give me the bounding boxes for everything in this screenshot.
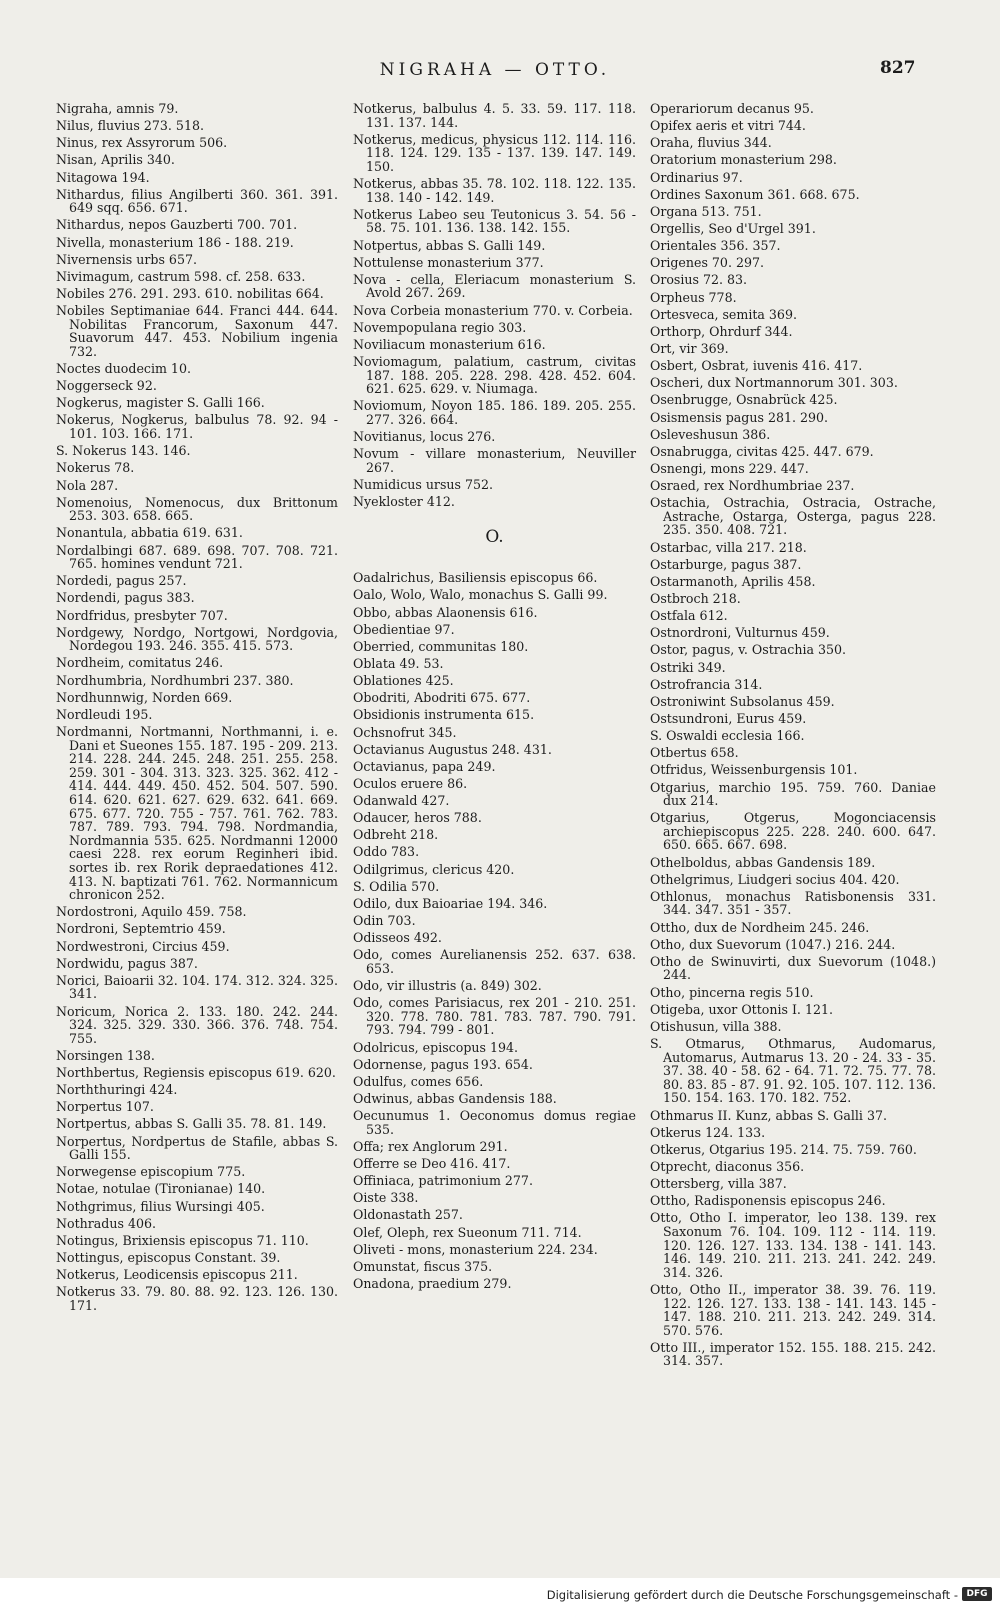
index-entry: Osbert, Osbrat, iuvenis 416. 417.	[650, 358, 863, 374]
index-entry: Nogkerus, magister S. Galli 166.	[56, 395, 265, 411]
index-entry: Ostriki 349.	[650, 659, 726, 675]
index-entry: Nova - cella, Eleriacum monasterium S. Avold 267. 269.	[353, 271, 636, 301]
index-entry: Ostfala 612.	[650, 608, 728, 624]
index-entry: Orientales 356. 357.	[650, 238, 781, 254]
index-entry: Novempopulana regio 303.	[353, 319, 527, 335]
index-entry: Othelgrimus, Liudgeri socius 404. 420.	[650, 871, 900, 887]
index-entry: Norsingen 138.	[56, 1047, 155, 1063]
section-letter: O.	[485, 526, 504, 547]
index-entry: Otgarius, marchio 195. 759. 760. Daniae dux 214.	[650, 779, 936, 809]
index-entry: Otkerus, Otgarius 195. 214. 75. 759. 760.	[650, 1141, 917, 1157]
index-entry: Oalo, Wolo, Walo, monachus S. Galli 99.	[353, 587, 608, 603]
index-entry: Otto, Otho I. imperator, leo 138. 139. rex Saxonum 76. 104. 109. 112 - 114. 119. 120. 126. 127. 133. 134. 138 - 141. 143. 146. 149. 210. 211. 213. 241. 242. 249. 314. 326.	[650, 1210, 936, 1280]
index-entry: Noviliacum monasterium 616.	[353, 336, 546, 352]
index-entry: Nordendi, pagus 383.	[56, 590, 195, 606]
index-entry: Ostarmanoth, Aprilis 458.	[650, 573, 816, 589]
index-entry: Nothradus 406.	[56, 1215, 156, 1231]
index-entry: Ostarburge, pagus 387.	[650, 556, 802, 572]
index-entry: Odin 703.	[353, 913, 416, 929]
index-entry: Notkerus, balbulus 4. 5. 33. 59. 117. 118. 131. 137. 144.	[353, 101, 636, 130]
index-entry: Norththuringi 424.	[56, 1082, 178, 1098]
index-entry: Odilgrimus, clericus 420.	[353, 861, 515, 877]
index-entry: Ortesveca, semita 369.	[650, 306, 797, 322]
index-entry: Odornense, pagus 193. 654.	[353, 1056, 533, 1072]
index-entry: Noricum, Norica 2. 133. 180. 242. 244. 324. 325. 329. 330. 366. 376. 748. 754. 755.	[56, 1003, 338, 1046]
index-entry: Odbreht 218.	[353, 827, 439, 843]
index-entry: Noviomum, Noyon 185. 186. 189. 205. 255. 277. 326. 664.	[353, 398, 636, 427]
index-entry: Nilus, fluvius 273. 518.	[56, 118, 204, 134]
index-entry: Otho de Swinuvirti, dux Suevorum (1048.) 244.	[650, 953, 936, 983]
index-entry: Othlonus, monachus Ratisbonensis 331. 344. 347. 351 - 357.	[650, 888, 936, 918]
index-entry: Nordleudi 195.	[56, 706, 153, 722]
index-entry: Otkerus 124. 133.	[650, 1124, 766, 1140]
index-entry: Ort, vir 369.	[650, 340, 729, 356]
index-entry: Norpertus, Nordpertus de Stafile, abbas S. Galli 155.	[56, 1133, 338, 1163]
index-entry: Ordines Saxonum 361. 668. 675.	[650, 186, 860, 202]
index-column-1	[56, 102, 338, 1316]
index-entry: Oddo 783.	[353, 844, 420, 860]
index-entry: Osnengi, mons 229. 447.	[650, 460, 809, 476]
index-entry: Nordmanni, Nortmanni, Northmanni, i. e. Dani et Sueones 155. 187. 195 - 209. 213. 214. 228. 244. 245. 248. 251. 255. 258. 259. 301 - 304. 313. 323. 325. 362. 412 - 414. 444. 449. 450. 452. 504. 507. 590. 614. 620. 621. 627. 629. 632. 641. 669. 675. 677. 720. 755 - 757. 761. 762. 783. 787. 789. 793. 794. 798. Nordmandia, Nordmannia 535. 625. Nordmanni 12000 caesi 228. rex eorum Reginheri ibid. sortes ib. rex Rorik depraedationes 412. 413. N. baptizati 761. 762. Normannicum chronicon 252.	[56, 723, 338, 903]
index-entry: Othelboldus, abbas Gandensis 189.	[650, 854, 876, 870]
index-entry: Octavianus Augustus 248. 431.	[353, 741, 552, 757]
index-entry: Odo, comes Aurelianensis 252. 637. 638. 653.	[353, 947, 636, 976]
index-entry: Nordedi, pagus 257.	[56, 573, 187, 589]
index-entry: Otigeba, uxor Ottonis I. 121.	[650, 1001, 833, 1017]
index-entry: Nivimagum, castrum 598. cf. 258. 633.	[56, 268, 306, 284]
index-entry: S. Odilia 570.	[353, 878, 440, 894]
index-entry: Otho, pincerna regis 510.	[650, 984, 814, 1000]
index-entry: Nordgewy, Nordgo, Nortgowi, Nordgovia, Nordegou 193. 246. 355. 415. 573.	[56, 624, 338, 654]
index-entry: Orgellis, Seo d'Urgel 391.	[650, 220, 816, 236]
index-entry: Origenes 70. 297.	[650, 255, 764, 271]
index-entry: Odolricus, episcopus 194.	[353, 1039, 518, 1055]
index-entry: Odo, comes Parisiacus, rex 201 - 210. 251. 320. 778. 780. 781. 783. 787. 790. 791. 793. 794. 799 - 801.	[353, 995, 636, 1038]
index-entry: Obodriti, Abodriti 675. 677.	[353, 690, 531, 706]
index-entry: Osenbrugge, Osnabrück 425.	[650, 392, 838, 408]
index-entry: Norici, Baioarii 32. 104. 174. 312. 324. 325. 341.	[56, 972, 338, 1002]
index-entry: Ostor, pagus, v. Ostrachia 350.	[650, 642, 847, 658]
dfg-logo: DFG	[962, 1587, 992, 1601]
index-entry: Nobiles Septimaniae 644. Franci 444. 644. Nobilitas Francorum, Saxonum 447. Suavorum 447. 453. Nobilium ingenia 732.	[56, 303, 338, 359]
index-entry: S. Oswaldi ecclesia 166.	[650, 728, 805, 744]
index-entry: Octavianus, papa 249.	[353, 758, 496, 774]
index-entry: Osnabrugga, civitas 425. 447. 679.	[650, 443, 874, 459]
index-entry: Notingus, Brixiensis episcopus 71. 110.	[56, 1232, 309, 1248]
index-entry: Olef, Oleph, rex Sueonum 711. 714.	[353, 1224, 582, 1240]
index-entry: Nomenoius, Nomenocus, dux Brittonum 253. 303. 658. 665.	[56, 494, 338, 524]
index-entry: Nithardus, nepos Gauzberti 700. 701.	[56, 217, 298, 233]
index-entry: Otbertus 658.	[650, 745, 739, 761]
index-entry: Odo, vir illustris (a. 849) 302.	[353, 978, 542, 994]
index-entry: Orthorp, Ohrdurf 344.	[650, 323, 793, 339]
index-column-2	[353, 102, 636, 1294]
index-entry: Oberried, communitas 180.	[353, 638, 529, 654]
index-entry: Odaucer, heros 788.	[353, 810, 482, 826]
index-entry: Oldonastath 257.	[353, 1207, 463, 1223]
index-entry: Odwinus, abbas Gandensis 188.	[353, 1090, 557, 1106]
index-entry: Nithardus, filius Angilberti 360. 361. 391. 649 sqq. 656. 671.	[56, 186, 338, 216]
index-entry: Ostnordroni, Vulturnus 459.	[650, 625, 830, 641]
index-entry: Novitianus, locus 276.	[353, 429, 496, 445]
index-entry: Orosius 72. 83.	[650, 272, 748, 288]
index-entry: Oiste 338.	[353, 1190, 419, 1206]
index-entry: Ostroniwint Subsolanus 459.	[650, 693, 835, 709]
index-entry: S. Otmarus, Othmarus, Audomarus, Automarus, Autmarus 13. 20 - 24. 33 - 35. 37. 38. 40 - 58. 62 - 64. 71. 72. 75. 77. 78. 80. 83. 85 - 87. 91. 92. 105. 107. 112. 136. 150. 154. 163. 170. 182. 752.	[650, 1036, 936, 1106]
index-entry: Osleveshusun 386.	[650, 426, 771, 442]
index-entry: Nobiles 276. 291. 293. 610. nobilitas 664.	[56, 286, 324, 301]
index-entry: Nottingus, episcopus Constant. 39.	[56, 1250, 281, 1265]
index-entry: Obbo, abbas Alaonensis 616.	[353, 604, 538, 620]
index-entry: Odisseos 492.	[353, 930, 442, 946]
index-entry: S. Nokerus 143. 146.	[56, 443, 191, 459]
index-entry: Oratorium monasterium 298.	[650, 152, 837, 168]
index-entry: Nortpertus, abbas S. Galli 35. 78. 81. 149.	[56, 1116, 327, 1132]
index-entry: Nola 287.	[56, 477, 119, 493]
index-entry: Notkerus 33. 79. 80. 88. 92. 123. 126. 130. 171.	[56, 1284, 338, 1313]
index-entry: Oliveti - mons, monasterium 224. 234.	[353, 1241, 598, 1257]
index-entry: Ostsundroni, Eurus 459.	[650, 710, 807, 726]
index-entry: Nordhunnwig, Norden 669.	[56, 689, 233, 705]
index-entry: Offerre se Deo 416. 417.	[353, 1155, 511, 1171]
page-title: NIGRAHA — OTTO.	[379, 60, 611, 80]
index-entry: Notae, notulae (Tironianae) 140.	[56, 1181, 266, 1197]
index-entry: Oraha, fluvius 344.	[650, 135, 772, 151]
index-entry: Ordinarius 97.	[650, 169, 743, 185]
index-entry: Notkerus, abbas 35. 78. 102. 118. 122. 135. 138. 140 - 142. 149.	[353, 176, 636, 205]
index-entry: Ninus, rex Assyrorum 506.	[56, 135, 228, 151]
index-entry: Nigraha, amnis 79.	[56, 101, 179, 116]
index-entry: Organa 513. 751.	[650, 203, 762, 219]
index-entry: Nordalbingi 687. 689. 698. 707. 708. 721. 765. homines vendunt 721.	[56, 542, 338, 572]
index-column-3	[650, 102, 936, 1372]
index-entry: Nottulense monasterium 377.	[353, 254, 544, 270]
index-entry: Norwegense episcopium 775.	[56, 1164, 246, 1180]
index-entry: Norpertus 107.	[56, 1099, 154, 1115]
index-entry: Nitagowa 194.	[56, 169, 150, 185]
index-entry: Oadalrichus, Basiliensis episcopus 66.	[353, 570, 598, 586]
index-entry: Oblationes 425.	[353, 673, 454, 689]
index-entry: Nordostroni, Aquilo 459. 758.	[56, 904, 247, 920]
index-entry: Opifex aeris et vitri 744.	[650, 118, 806, 134]
index-entry: Ostbroch 218.	[650, 590, 741, 606]
index-entry: Nova Corbeia monasterium 770. v. Corbeia.	[353, 302, 633, 318]
index-entry: Notkerus, Leodicensis episcopus 211.	[56, 1267, 298, 1283]
index-entry: Offiniaca, patrimonium 277.	[353, 1173, 533, 1189]
index-entry: Oculos eruere 86.	[353, 775, 468, 791]
index-entry: Oblata 49. 53.	[353, 655, 444, 671]
index-entry: Noviomagum, palatium, castrum, civitas 187. 188. 205. 228. 298. 428. 452. 604. 621. 625. 629. v. Niumaga.	[353, 353, 636, 397]
index-entry: Numidicus ursus 752.	[353, 476, 494, 492]
index-entry: Nothgrimus, filius Wursingi 405.	[56, 1198, 265, 1214]
index-entry: Otgarius, Otgerus, Mogonciacensis archiepiscopus 225. 228. 240. 600. 647. 650. 665. 667. 698.	[650, 810, 936, 853]
index-entry: Ottho, Radisponensis episcopus 246.	[650, 1193, 886, 1209]
index-entry: Odanwald 427.	[353, 793, 450, 809]
index-entry: Otfridus, Weissenburgensis 101.	[650, 762, 858, 778]
page-number: 827	[880, 58, 916, 78]
index-entry: Notkerus Labeo seu Teutonicus 3. 54. 56 - 58. 75. 101. 136. 138. 142. 155.	[353, 206, 636, 236]
index-entry: Noctes duodecim 10.	[56, 361, 191, 377]
funding-note: Digitalisierung gefördert durch die Deutsche Forschungsgemeinschaft -	[546, 1588, 958, 1602]
index-entry: Noggerseck 92.	[56, 378, 157, 394]
index-entry: Nonantula, abbatia 619. 631.	[56, 525, 243, 541]
index-entry: Oscheri, dux Nortmannorum 301. 303.	[650, 375, 898, 391]
index-entry: Osismensis pagus 281. 290.	[650, 409, 829, 425]
index-entry: Nordheim, comitatus 246.	[56, 655, 224, 671]
index-entry: Onadona, praedium 279.	[353, 1275, 512, 1291]
running-head	[0, 60, 1000, 86]
index-entry: Nordwidu, pagus 387.	[56, 955, 198, 971]
index-entry: Odulfus, comes 656.	[353, 1073, 484, 1089]
index-entry: Nordroni, Septemtrio 459.	[56, 921, 226, 937]
index-entry: Othmarus II. Kunz, abbas S. Galli 37.	[650, 1107, 887, 1123]
index-entry: Otto III., imperator 152. 155. 188. 215. 242. 314. 357.	[650, 1339, 936, 1369]
index-entry: Nisan, Aprilis 340.	[56, 152, 175, 168]
index-entry: Ostrofrancia 314.	[650, 676, 763, 692]
n-entries	[353, 102, 636, 509]
index-entry: Omunstat, fiscus 375.	[353, 1258, 493, 1274]
index-entry: Obsidionis instrumenta 615.	[353, 707, 535, 723]
index-entry: Obedientiae 97.	[353, 621, 455, 637]
index-entry: Offa; rex Anglorum 291.	[353, 1138, 508, 1154]
index-entry: Osraed, rex Nordhumbriae 237.	[650, 478, 855, 494]
index-entry: Notpertus, abbas S. Galli 149.	[353, 237, 546, 253]
index-entry: Nokerus 78.	[56, 460, 135, 476]
o-entries	[353, 571, 636, 1290]
index-entry: Otto, Otho II., imperator 38. 39. 76. 119. 122. 126. 127. 133. 138 - 141. 143. 145 - 147. 188. 210. 211. 213. 242. 249. 314. 570. 576.	[650, 1281, 936, 1338]
index-entry: Nokerus, Nogkerus, balbulus 78. 92. 94 - 101. 103. 166. 171.	[56, 412, 338, 442]
index-entry: Ostachia, Ostrachia, Ostracia, Ostrache, Astrache, Ostarga, Osterga, pagus 228. 235. 350. 408. 721.	[650, 495, 936, 538]
index-entry: Nivella, monasterium 186 - 188. 219.	[56, 234, 294, 250]
index-entry: Otho, dux Suevorum (1047.) 216. 244.	[650, 936, 896, 952]
index-entry: Odilo, dux Baioariae 194. 346.	[353, 895, 548, 911]
index-entry: Otprecht, diaconus 356.	[650, 1158, 805, 1174]
index-entry: Ostarbac, villa 217. 218.	[650, 539, 807, 555]
index-entry: Nordhumbria, Nordhumbri 237. 380.	[56, 672, 294, 688]
index-entry: Nordwestroni, Circius 459.	[56, 938, 230, 954]
index-entry: Otishusun, villa 388.	[650, 1018, 782, 1034]
index-entry: Nyekloster 412.	[353, 494, 455, 510]
index-entry: Ottersberg, villa 387.	[650, 1176, 787, 1192]
index-entry: Operariorum decanus 95.	[650, 101, 814, 116]
index-entry: Nordfridus, presbyter 707.	[56, 607, 228, 623]
index-entry: Ochsnofrut 345.	[353, 724, 457, 740]
index-entry: Ottho, dux de Nordheim 245. 246.	[650, 919, 870, 935]
footer-bar	[0, 1578, 1000, 1610]
index-entry: Nivernensis urbs 657.	[56, 251, 197, 267]
index-entry: Novum - villare monasterium, Neuviller 267.	[353, 446, 636, 475]
index-entry: Oecunumus 1. Oeconomus domus regiae 535.	[353, 1108, 636, 1137]
index-entry: Notkerus, medicus, physicus 112. 114. 116. 118. 124. 129. 135 - 137. 139. 147. 149. 150.	[353, 131, 636, 174]
index-entry: Orpheus 778.	[650, 289, 737, 305]
index-entry: Northbertus, Regiensis episcopus 619. 620.	[56, 1065, 336, 1080]
